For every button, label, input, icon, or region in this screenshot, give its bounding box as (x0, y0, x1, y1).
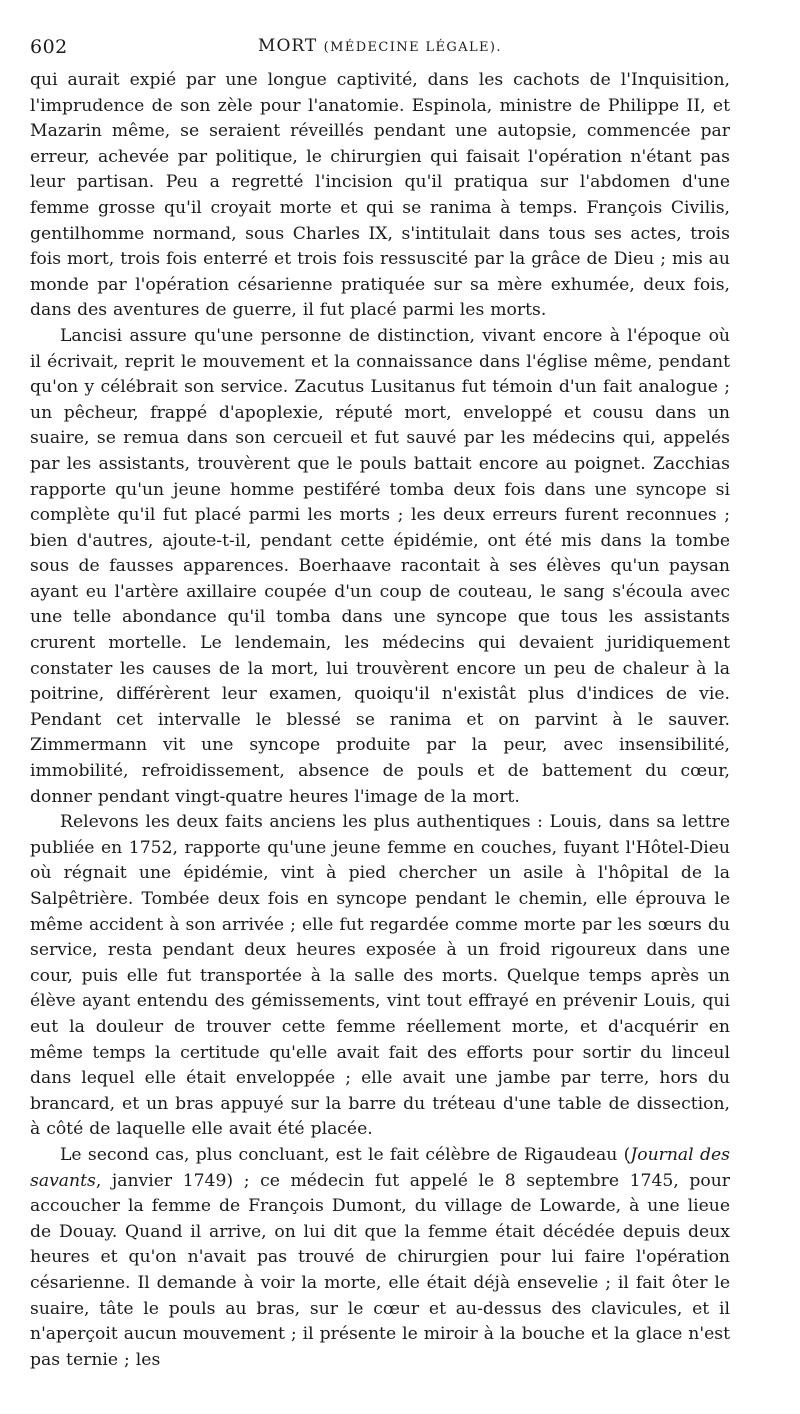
paragraph-3: Relevons les deux faits anciens les plus authentiques : Louis, dans sa lettre publiée en 1752, rapporte qu'une jeune femme en couches, fuyant l'Hôtel-Dieu où régnait une épidémie, vint à pied chercher un asile à l'hôpital de la Salpêtrière. Tombée deux fois en syncope pendant le chemin, elle éprouva le même accident à son arrivée ; elle fut regardée comme morte par les sœurs du service, resta pendant deux heures exposée à un froid rigoureux dans une cour, puis elle fut transportée à la salle des morts. Quelque temps après un élève ayant entendu des gémissements, vint tout effrayé en prévenir Louis, qui eut la douleur de trouver cette femme réellement morte, et d'acquérir en même temps la certitude qu'elle avait fait des efforts pour sortir du linceul dans lequel elle était enveloppée ; elle avait une jambe par terre, hors du brancard, et un bras appuyé sur la barre du tréteau d'une table de dissection, à côté de laquelle elle avait été placée. (30, 812, 730, 1140)
running-title-main: MORT (258, 36, 318, 56)
paragraph-4 (30, 1143, 730, 1373)
paragraph-2: Lancisi assure qu'une personne de distinction, vivant encore à l'époque où il écrivait, reprit le mouvement et la connaissance dans l'église même, pendant qu'on y célébrait son service. Zacutus Lusitanus fut témoin d'un fait analogue ; un pêcheur, frappé d'apoplexie, réputé mort, enveloppé et cousu dans un suaire, se remua dans son cercueil et fut sauvé par les médecins qui, appelés par les assistants, trouvèrent que le pouls battait encore au poignet. Zacchias rapporte qu'un jeune homme pestiféré tomba deux fois dans une syncope si complète qu'il fut placé parmi les morts ; les deux erreurs furent reconnues ; bien d'autres, ajoute-t-il, pendant cette épidémie, ont été mis dans la tombe sous de fausses apparences. Boerhaave racontait à ses élèves qu'un paysan ayant eu l'artère axillaire coupée d'un coup de couteau, le sang s'écoula avec une telle abondance qu'il tomba dans une syncope que tous les assistants crurent mortelle. Le lendemain, les médecins qui devaient juridiquement constater les causes de la mort, lui trouvèrent encore un peu de chaleur à la poitrine, différèrent leur examen, quoiqu'il n'existât plus d'indices de vie. Pendant cet intervalle le blessé se ranima et on parvint à le sauver. Zimmermann vit une syncope produite par la peur, avec insensibilité, immobilité, refroidissement, absence de pouls et de battement du cœur, donner pendant vingt-quatre heures l'image de la mort. (30, 325, 730, 807)
journal-title: Journal des savants (30, 1144, 730, 1191)
running-title-sub: (MÉDECINE LÉGALE). (323, 40, 502, 55)
page-header (30, 30, 730, 68)
page-number: 602 (30, 36, 68, 58)
paragraph-4-start: Le second cas, plus concluant, est le fait célèbre de Rigaudeau ( (60, 1144, 631, 1165)
document-page (30, 30, 730, 1373)
body-text (30, 68, 730, 1373)
running-title (30, 36, 730, 56)
paragraph-1: qui aurait expié par une longue captivité, dans les cachots de l'Inquisition, l'imprudence de son zèle pour l'anatomie. Espinola, ministre de Philippe II, et Mazarin même, se seraient réveillés pendant une autopsie, commencée par erreur, achevée par politique, le chirurgien qui faisait l'opération n'étant pas leur partisan. Peu a regretté l'incision qu'il pratiqua sur l'abdomen d'une femme grosse qu'il croyait morte et qui se ranima à temps. François Civilis, gentilhomme normand, sous Charles IX, s'intitulait dans tous ses actes, trois fois mort, trois fois enterré et trois fois ressuscité par la grâce de Dieu ; mis au monde par l'opération césarienne pratiquée sur sa mère exhumée, deux fois, dans des aventures de guerre, il fut placé parmi les morts. (30, 70, 730, 321)
paragraph-4-end: , janvier 1749) ; ce médecin fut appelé le 8 septembre 1745, pour accoucher la femme de François Dumont, du village de Lowarde, à une lieue de Douay. Quand il arrive, on lui dit que la femme était décédée depuis deux heures et qu'on n'avait pas trouvé de chirurgien pour lui faire l'opération césarienne. Il demande à voir la morte, elle était déjà ensevelie ; il fait ôter le suaire, tâte le pouls au bras, sur le cœur et au-dessus des clavicules, et il n'aperçoit aucun mouvement ; il présente le miroir à la bouche et la glace n'est pas ternie ; les (30, 1170, 730, 1370)
